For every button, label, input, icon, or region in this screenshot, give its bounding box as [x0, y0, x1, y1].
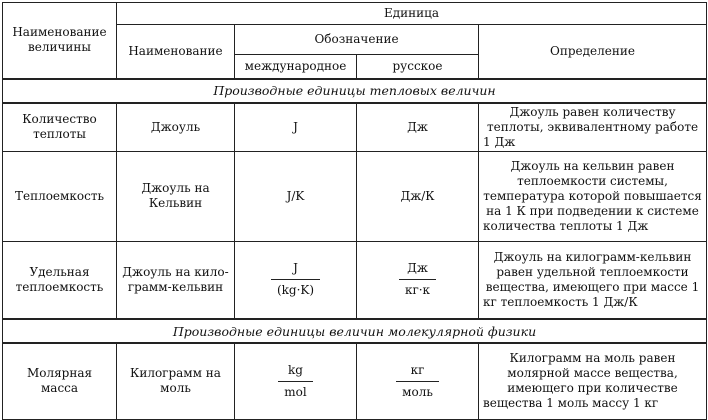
fraction-numerator: кг [396, 363, 439, 382]
section-row [3, 79, 707, 103]
quantity-name-header: Наименование величины [3, 3, 117, 79]
rus-fraction [396, 363, 439, 400]
intl-fraction [271, 261, 320, 298]
rus-symbol-cell [357, 343, 479, 419]
quantity-cell: Количество теплоты [3, 103, 117, 152]
section-title: Производные единицы величин молекулярной физики [3, 319, 707, 343]
unit-name-header: Наименование [117, 25, 235, 79]
definition-cell: Джоуль на кельвин равен теплоемкости системы, температура которой повышается на 1 К при подведении к системе количества теплоты 1 Дж [479, 151, 707, 241]
russian-header: русское [357, 55, 479, 79]
fraction-numerator: Дж [399, 261, 436, 280]
unit-name-cell: Килограмм на моль [117, 343, 235, 419]
unit-name-cell: Джоуль на кило-грамм-кельвин [117, 241, 235, 319]
definition-cell: Килограмм на моль равен молярной массе вещества, имеющего при количестве вещества 1 моль массу 1 кг [479, 343, 707, 419]
definition-cell: Джоуль на килограмм-кельвин равен удельной теплоемкости вещества, имеющего при массе 1 кг теплоемкость 1 Дж/К [479, 241, 707, 319]
quantity-cell: Удельная теплоемкость [3, 241, 117, 319]
fraction-numerator: J [271, 261, 320, 280]
section-row [3, 319, 707, 343]
table-row [3, 103, 707, 152]
unit-name-cell: Джоуль на Кельвин [117, 151, 235, 241]
fraction-denominator: моль [402, 384, 433, 399]
definition-cell: Джоуль равен количеству теплоты, эквивалентному работе 1 Дж [479, 103, 707, 152]
unit-header: Единица [117, 3, 707, 25]
section-title: Производные единицы тепловых величин [3, 79, 707, 103]
quantity-cell: Теплоемкость [3, 151, 117, 241]
table-row [3, 343, 707, 419]
quantity-cell: Молярная масса [3, 343, 117, 419]
header-row-1 [3, 3, 707, 25]
fraction-denominator: кг·к [404, 283, 431, 298]
designation-header: Обозначение [235, 25, 479, 55]
fraction-numerator: kg [278, 363, 312, 382]
units-table [2, 2, 707, 420]
rus-symbol-cell: Дж/К [357, 151, 479, 241]
intl-symbol-cell [235, 343, 357, 419]
rus-fraction [399, 261, 436, 298]
intl-symbol-cell [235, 241, 357, 319]
fraction-denominator: (kg·K) [276, 283, 315, 298]
table-row [3, 241, 707, 319]
rus-symbol-cell: Дж [357, 103, 479, 152]
intl-symbol-cell: J/K [235, 151, 357, 241]
international-header: международное [235, 55, 357, 79]
intl-symbol-cell: J [235, 103, 357, 152]
unit-name-cell: Джоуль [117, 103, 235, 152]
table-row [3, 151, 707, 241]
intl-fraction [278, 363, 312, 400]
fraction-denominator: mol [284, 384, 307, 399]
definition-header: Определение [479, 25, 707, 79]
rus-symbol-cell [357, 241, 479, 319]
